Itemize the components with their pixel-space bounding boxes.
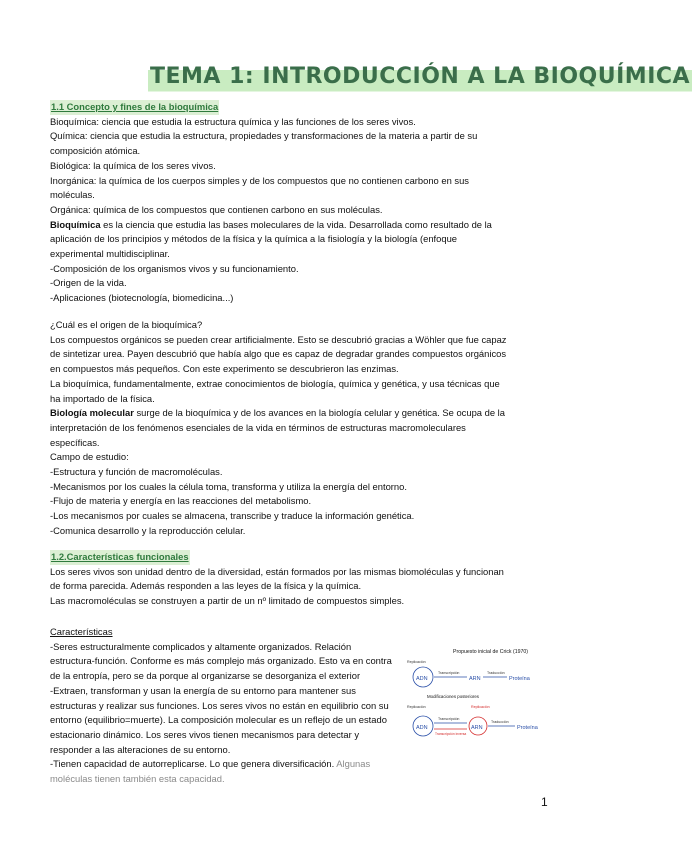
label-traduccion: Traducción xyxy=(487,671,505,675)
section-heading-concepto: 1.1 Concepto y fines de la bioquímica xyxy=(50,100,219,115)
list-item: -Estructura y función de macromoléculas. xyxy=(50,466,223,478)
paragraph-line: moléculas. xyxy=(50,189,95,201)
list-item: -Los mecanismos por cuales se almacena, transcribe y traduce la información genética. xyxy=(50,510,415,522)
paragraph-line: aplicación de los principios y métodos de la física y la química a la fisiología y la biología (enfoque xyxy=(50,233,457,245)
paragraph-line: La bioquímica, fundamentalmente, extrae conocimientos de biología, química y genética, y usa técnicas que xyxy=(50,377,500,389)
label-adn-2: ADN xyxy=(416,725,428,731)
grey-text: Algunas xyxy=(334,758,371,770)
paragraph-line: estructuras y realizar sus funciones. Los seres vivos no están en equilibrio con su xyxy=(50,699,389,711)
list-item: -Mecanismos por los cuales la célula toma, transforma y utiliza la energía del entorno. xyxy=(50,480,407,492)
section-caracteristicas-funcionales xyxy=(50,550,556,609)
section-origen xyxy=(50,318,556,539)
bold-term: Biología molecular xyxy=(50,407,134,419)
paragraph-line: estacionario dinámico. Los seres vivos tienen mecanismos para detectar y xyxy=(50,728,360,740)
paragraph-line: Orgánica: química de los compuestos que contienen carbono en sus moléculas. xyxy=(50,203,383,215)
paragraph-line: Campo de estudio: xyxy=(50,451,129,463)
label-arn: ARN xyxy=(469,676,481,682)
section-concepto xyxy=(50,100,556,306)
paragraph-line: de la entropía, pero se da porque al organizarse se desorganiza el exterior xyxy=(50,670,361,682)
label-proteina-2: Proteína xyxy=(517,725,538,731)
paragraph-line: Los seres vivos son unidad dentro de la diversidad, están formados por las mismas biomoléculas y funcionan xyxy=(50,565,504,577)
label-transcripcion-2: Transcripción xyxy=(438,717,460,721)
paragraph-line: de forma parecida. Además responden a las leyes de la física y la química. xyxy=(50,580,362,592)
paragraph-line: responder a las alteraciones de su entorno. xyxy=(50,743,231,755)
list-item xyxy=(50,757,402,772)
figure-title-1: Propuesto inicial de Crick (1970) xyxy=(453,649,528,655)
paragraph-line xyxy=(50,218,556,233)
paragraph-line: específicas. xyxy=(50,436,100,448)
paragraph-line: interpretación de los fenómenos esenciales de la vida en términos de estructuras macromoleculares xyxy=(50,421,466,433)
page-title: TEMA 1: INTRODUCCIÓN A LA BIOQUÍMICA xyxy=(148,60,692,94)
label-replicacion: Replicación xyxy=(407,660,426,664)
list-item: -Composición de los organismos vivos y su funcionamiento. xyxy=(50,262,299,274)
paragraph-line: en compuestos más pequeños. Con este experimento se descubrieron las enzimas. xyxy=(50,363,399,375)
paragraph-text: es la ciencia que estudia las bases moleculares de la vida. Desarrollada como resultado de la xyxy=(100,218,492,230)
label-traduccion-2: Traducción xyxy=(491,720,509,724)
label-proteina: Proteína xyxy=(509,676,530,682)
question-heading: ¿Cuál es el origen de la bioquímica? xyxy=(50,319,203,330)
subheading-caracteristicas: Características xyxy=(50,626,113,637)
paragraph-line: Química: ciencia que estudia la estructura, propiedades y transformaciones de la materia a partir de su xyxy=(50,130,478,142)
paragraph-line: composición atómica. xyxy=(50,145,141,157)
paragraph-line: entorno (equilibrio=muerte). La composición molecular es un reflejo de un estado xyxy=(50,714,387,726)
paragraph-line: ha importado de la física. xyxy=(50,392,155,404)
paragraph-line: Los compuestos orgánicos se pueden crear artificialmente. Esto se descubrió gracias a Wöhler que fue capaz xyxy=(50,333,507,345)
list-item: -Comunica desarrollo y la reproducción celular. xyxy=(50,524,246,536)
section-caracteristicas xyxy=(50,625,402,787)
list-item: -Extraen, transforman y usan la energía de su entorno para mantener sus xyxy=(50,684,356,696)
paragraph-text: -Tienen capacidad de autorreplicarse. Lo que genera diversificación. xyxy=(50,758,335,770)
paragraph-line: Inorgánica: la química de los cuerpos simples y de los compuestos que no contienen carbono en sus xyxy=(50,174,469,186)
label-replicacion-2: Replicación xyxy=(407,705,426,709)
label-arn-2: ARN xyxy=(471,725,483,731)
figure-title-2: Modificaciones posteriores xyxy=(427,694,479,699)
grey-text: moléculas tienen también esta capacidad. xyxy=(50,773,225,785)
paragraph-line xyxy=(50,406,556,421)
section-heading-caracteristicas: 1.2.Características funcionales xyxy=(50,550,190,565)
label-transcripcion: Transcripción xyxy=(438,671,460,675)
label-transcripcion-inversa: Transcripción inversa xyxy=(435,732,467,736)
list-item: -Flujo de materia y energía en las reacciones del metabolismo. xyxy=(50,495,312,507)
paragraph-line: experimental multidisciplinar. xyxy=(50,248,170,260)
page-number: 1 xyxy=(541,795,548,809)
list-item: -Aplicaciones (biotecnología, biomedicina...) xyxy=(50,292,234,304)
paragraph-line: Bioquímica: ciencia que estudia la estructura química y las funciones de los seres vivos. xyxy=(50,115,416,127)
label-adn: ADN xyxy=(416,676,428,682)
paragraph-line: de sintetizar urea. Payen descubrió que había algo que es capaz de degradar grandes compuestos orgánicos xyxy=(50,348,507,360)
bold-term: Bioquímica xyxy=(50,218,101,230)
paragraph-line: Las macromoléculas se construyen a partir de un nº limitado de compuestos simples. xyxy=(50,595,405,607)
paragraph-text: surge de la bioquímica y de los avances en la biología celular y genética. Se ocupa de la xyxy=(133,407,505,419)
list-item: -Origen de la vida. xyxy=(50,277,127,289)
paragraph-line: Biológica: la química de los seres vivos. xyxy=(50,159,216,171)
central-dogma-diagram xyxy=(405,644,565,754)
list-item: -Seres estructuralmente complicados y altamente organizados. Relación xyxy=(50,640,352,652)
paragraph-line: estructura-función. Conforme es más complejo más organizado. Esto va en contra xyxy=(50,655,392,667)
label-replicacion-arn: Replicación xyxy=(471,705,490,709)
